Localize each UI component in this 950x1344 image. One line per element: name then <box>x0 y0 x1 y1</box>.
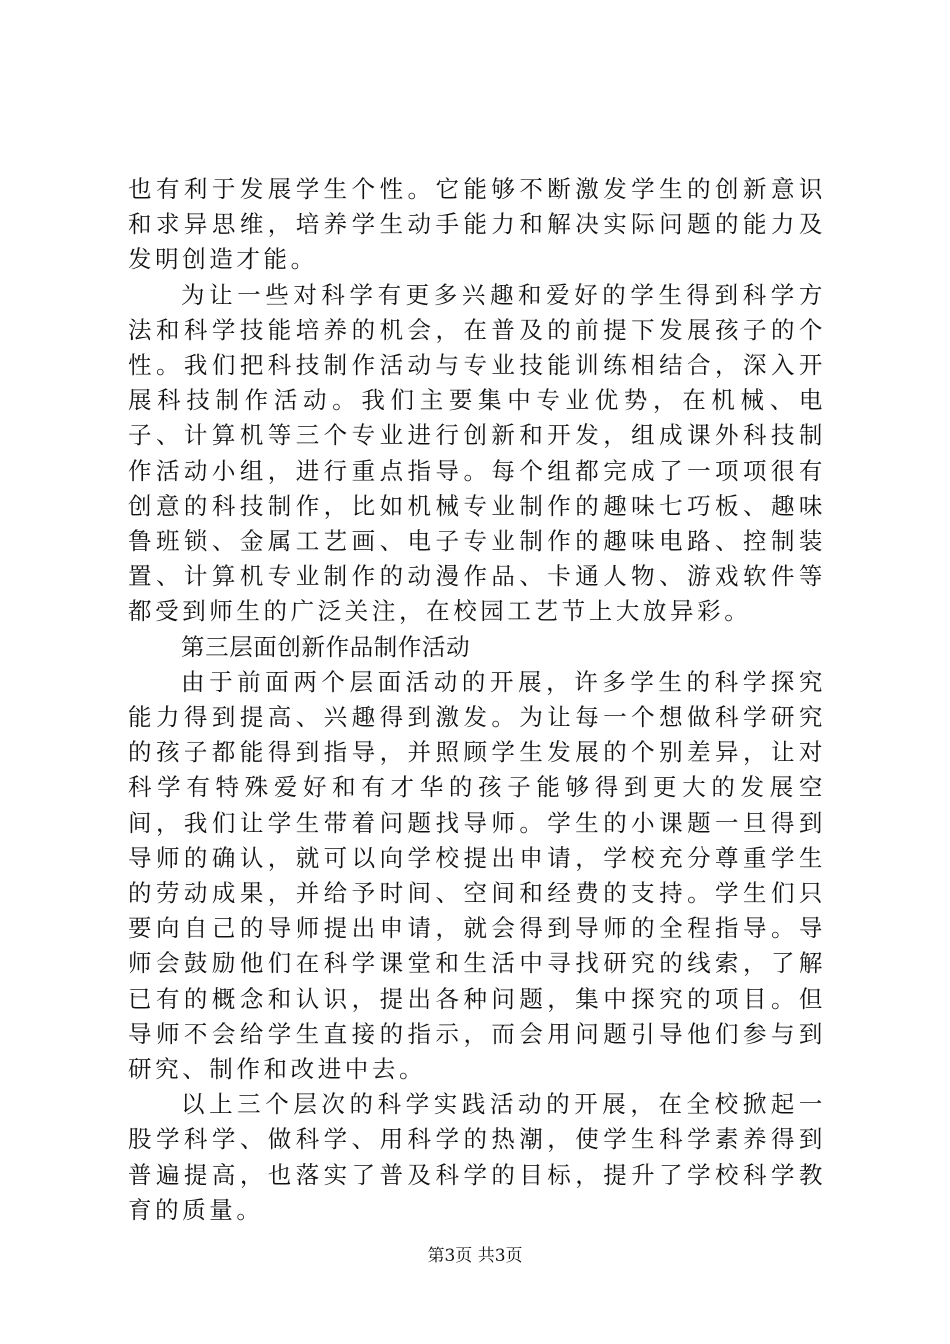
paragraph-innovation-works: 由于前面两个层面活动的开展，许多学生的科学探究能力得到提高、兴趣得到激发。为让每一个想做科学研究的孩子都能得到指导，并照顾学生发展的个别差异，让对科学有特殊爱好和有才华的孩子能够得到更大的发展空间，我们让学生带着问题找导师。学生的小课题一旦得到导师的确认，就可以向学校提出申请，学校充分尊重学生的劳动成果，并给予时间、空间和经费的支持。学生们只要向自己的导师提出申请，就会得到导师的全程指导。导师会鼓励他们在科学课堂和生活中寻找研究的线索，了解已有的概念和认识，提出各种问题，集中探究的项目。但导师不会给学生直接的指示，而会用问题引导他们参与到研究、制作和改进中去。 <box>128 667 826 1084</box>
document-body <box>128 172 826 1228</box>
section-heading-third-level: 第三层面创新作品制作活动 <box>181 632 471 661</box>
page-number-footer: 第3页 共3页 <box>427 1246 523 1266</box>
paragraph-conclusion: 以上三个层次的科学实践活动的开展，在全校掀起一股学科学、做科学、用科学的热潮，使学生科学素养得到普遍提高，也落实了普及科学的目标，提升了学校科学教育的质量。 <box>128 1090 826 1224</box>
paragraph-continuation: 也有利于发展学生个性。它能够不断激发学生的创新意识和求异思维，培养学生动手能力和解决实际问题的能力及发明创造才能。 <box>128 175 826 274</box>
paragraph-tech-production: 为让一些对科学有更多兴趣和爱好的学生得到科学方法和科学技能培养的机会，在普及的前提下发展孩子的个性。我们把科技制作活动与专业技能训练相结合，深入开展科技制作活动。我们主要集中专业优势，在机械、电子、计算机等三个专业进行创新和开发，组成课外科技制作活动小组，进行重点指导。每个组都完成了一项项很有创意的科技制作，比如机械专业制作的趣味七巧板、趣味鲁班锁、金属工艺画、电子专业制作的趣味电路、控制装置、计算机专业制作的动漫作品、卡通人物、游戏软件等都受到师生的广泛关注，在校园工艺节上大放异彩。 <box>128 280 826 626</box>
